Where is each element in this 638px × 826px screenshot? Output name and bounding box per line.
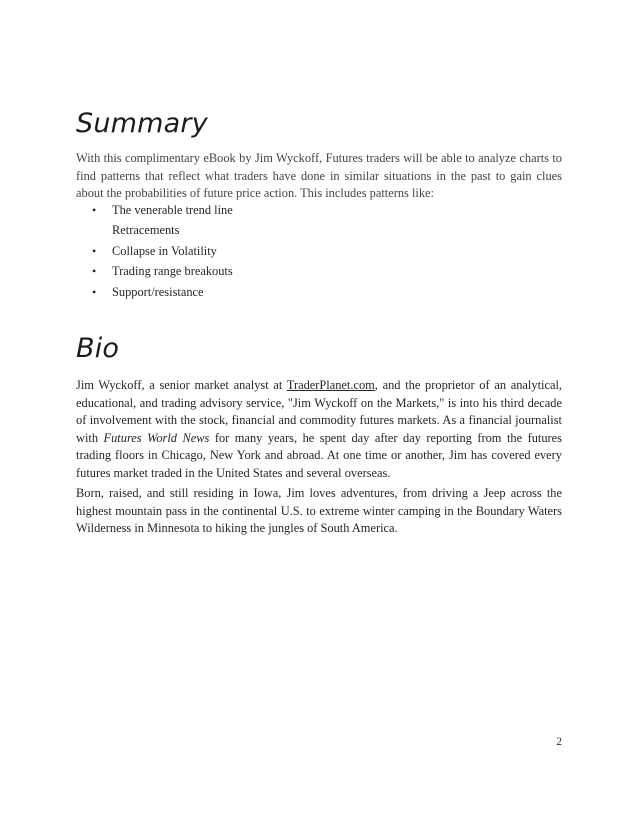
bio-text: Jim Wyckoff, a senior market analyst at [76, 378, 287, 392]
summary-heading: Summary [76, 108, 208, 139]
summary-paragraph: With this complimentary eBook by Jim Wyckoff, Futures traders will be able to analyze charts to find patterns that reflect what traders have done in similar situations in the past to gain clues about the probabilities of future price action. This includes patterns like: [76, 151, 562, 201]
bullet-icon: • [92, 284, 97, 299]
traderplanet-link[interactable]: TraderPlanet.com [286, 378, 375, 392]
list-item [76, 200, 562, 220]
list-item-label: Support/resistance [112, 284, 204, 299]
bullet-icon: • [92, 243, 97, 258]
list-item-label: Trading range breakouts [112, 264, 233, 279]
pattern-list [76, 200, 562, 302]
list-item [76, 220, 562, 240]
bio-paragraph-2: Born, raised, and still residing in Iowa, Jim loves adventures, from driving a Jeep across the highest mountain pass in the continental U.S. to extreme winter camping in the Boundary Waters Wilderness in Minnesota to hiking the jungles of South America. [76, 486, 562, 536]
list-item-label: The venerable trend line [112, 203, 233, 217]
publication-name: Futures World News [103, 430, 210, 445]
bio-text: for many years, he spent day after day reporting from the futures trading floors in Chicago, New York and abroad. At one time or another, Jim has covered every futures market traded in the United States and several overseas. [76, 430, 562, 480]
bullet-icon: • [92, 203, 97, 217]
bio-text: , and the proprietor of an analytical, educational, and trading advisory service, "Jim Wyckoff on the Markets," is into his third decade of involvement with the stock, financial and commodity futures markets. As a financial journalist with [76, 378, 562, 445]
bio-heading: Bio [76, 333, 120, 364]
list-item-label: Collapse in Volatility [112, 243, 217, 258]
list-item [76, 241, 562, 261]
list-item [76, 261, 562, 281]
list-item-label: Retracements [112, 223, 180, 238]
page-number: 2 [556, 736, 562, 748]
bullet-icon: • [92, 264, 97, 279]
bio-paragraph-1 [76, 377, 562, 483]
list-item [76, 282, 562, 302]
